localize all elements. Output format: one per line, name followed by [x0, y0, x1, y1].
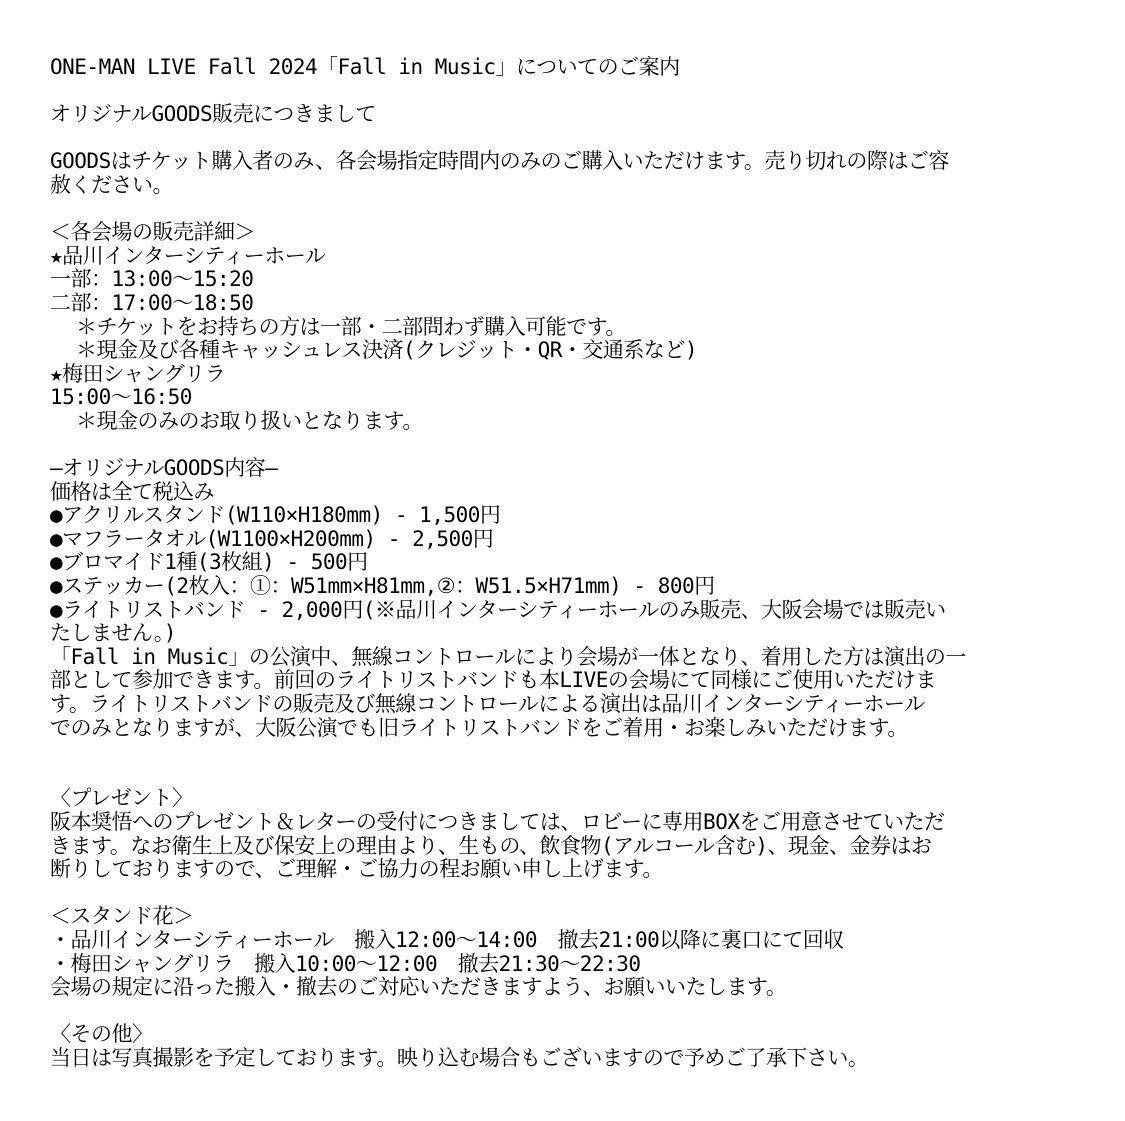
umeda-time: 15:00〜16:50	[50, 385, 192, 410]
present-line: 阪本奨悟へのプレゼント＆レターの受付につきましては、ロビーに専用BOXをご用意させていただ	[50, 810, 945, 834]
spacer	[50, 80, 1090, 104]
goods-sales-heading: オリジナルGOODS販売につきまして	[50, 102, 376, 127]
venue-shinagawa-name: ★品川インターシティーホール	[50, 243, 326, 268]
sales-details-heading: ＜各会場の販売詳細＞	[50, 220, 255, 245]
goods-item: ●ステッカー(2枚入：①：W51mm×H81mm,②：W51.5×H71mm) - 800円	[50, 574, 715, 599]
goods-item: ●マフラータオル(W1100×H200mm) - 2,500円	[50, 526, 494, 551]
wristband-line: 「Fall in Music」の公演中、無線コントロールにより会場が一体となり、着用した方は演出の一	[50, 644, 966, 669]
goods-item: ●ブロマイド1種(3枚組) - 500円	[50, 550, 368, 575]
shinagawa-part1-time: 一部：13:00〜15:20	[50, 267, 254, 292]
spacer	[50, 882, 1090, 906]
venue-umeda-name: ★梅田シャングリラ	[50, 361, 226, 386]
shinagawa-part2-time: 二部：17:00〜18:50	[50, 290, 254, 315]
wristband-line: す。ライトリストバンドの販売及び無線コントロールによる演出は品川インターシティーホール	[50, 692, 925, 717]
stand-flowers-heading: ＜スタンド花＞	[50, 904, 194, 929]
wristband-line: 部として参加できます。前回のライトリストバンドも本LIVEの会場にて同様にご使用いただけま	[50, 668, 936, 693]
present-line: 断りしておりますので、ご理解・ご協力の程お願い申し上げます。	[50, 857, 663, 882]
other-line: 当日は写真撮影を予定しております。映り込む場合もございますので予めご了承下さい。	[50, 1045, 869, 1070]
present-line: きます。なお衛生上及び保安上の理由より、生もの、飲食物(アルコール含む)、現金、金券はお	[50, 833, 932, 858]
announcement-document	[50, 56, 1090, 1071]
wristband-line: たしません。)	[50, 621, 176, 646]
spacer	[50, 434, 1090, 458]
present-heading: 〈プレゼント〉	[50, 786, 193, 811]
spacer	[50, 740, 1090, 764]
stand-flowers-line: ・梅田シャングリラ 搬入10:00〜12:00 撤去21:30〜22:30	[50, 951, 641, 976]
shinagawa-note: ＊チケットをお持ちの方は一部・二部問わず購入可能です。	[76, 314, 626, 339]
wristband-line: でのみとなりますが、大阪公演でも旧ライトリストバンドをご着用・お楽しみいただけます。	[50, 715, 908, 740]
wristband-line: ●ライトリストバンド - 2,000円(※品川インターシティーホールのみ販売、大阪会場では販売い	[50, 597, 946, 622]
other-heading: 〈その他〉	[50, 1022, 153, 1047]
spacer	[50, 198, 1090, 222]
tax-note: 価格は全て税込み	[50, 479, 214, 504]
goods-item: ●アクリルスタンド(W110×H180mm) - 1,500円	[50, 503, 501, 528]
goods-contents-heading: ―オリジナルGOODS内容―	[50, 456, 278, 481]
umeda-note: ＊現金のみのお取り扱いとなります。	[76, 408, 423, 433]
shinagawa-note: ＊現金及び各種キャッシュレス決済(クレジット・QR・交通系など)	[76, 338, 697, 363]
spacer	[50, 764, 1090, 788]
intro-line: GOODSはチケット購入者のみ、各会場指定時間内のみのご購入いただけます。売り切れの際はご容	[50, 149, 949, 174]
intro-line: 赦ください。	[50, 172, 173, 197]
document-title: ONE-MAN LIVE Fall 2024「Fall in Music」についてのご案内	[50, 55, 680, 79]
stand-flowers-line: ・品川インターシティーホール 搬入12:00〜14:00 撤去21:00以降に裏口にて回収	[50, 927, 844, 952]
stand-flowers-line: 会場の規定に沿った搬入・撤去のご対応いただきますよう、お願いいたします。	[50, 975, 787, 1000]
spacer	[50, 1000, 1090, 1024]
spacer	[50, 127, 1090, 151]
